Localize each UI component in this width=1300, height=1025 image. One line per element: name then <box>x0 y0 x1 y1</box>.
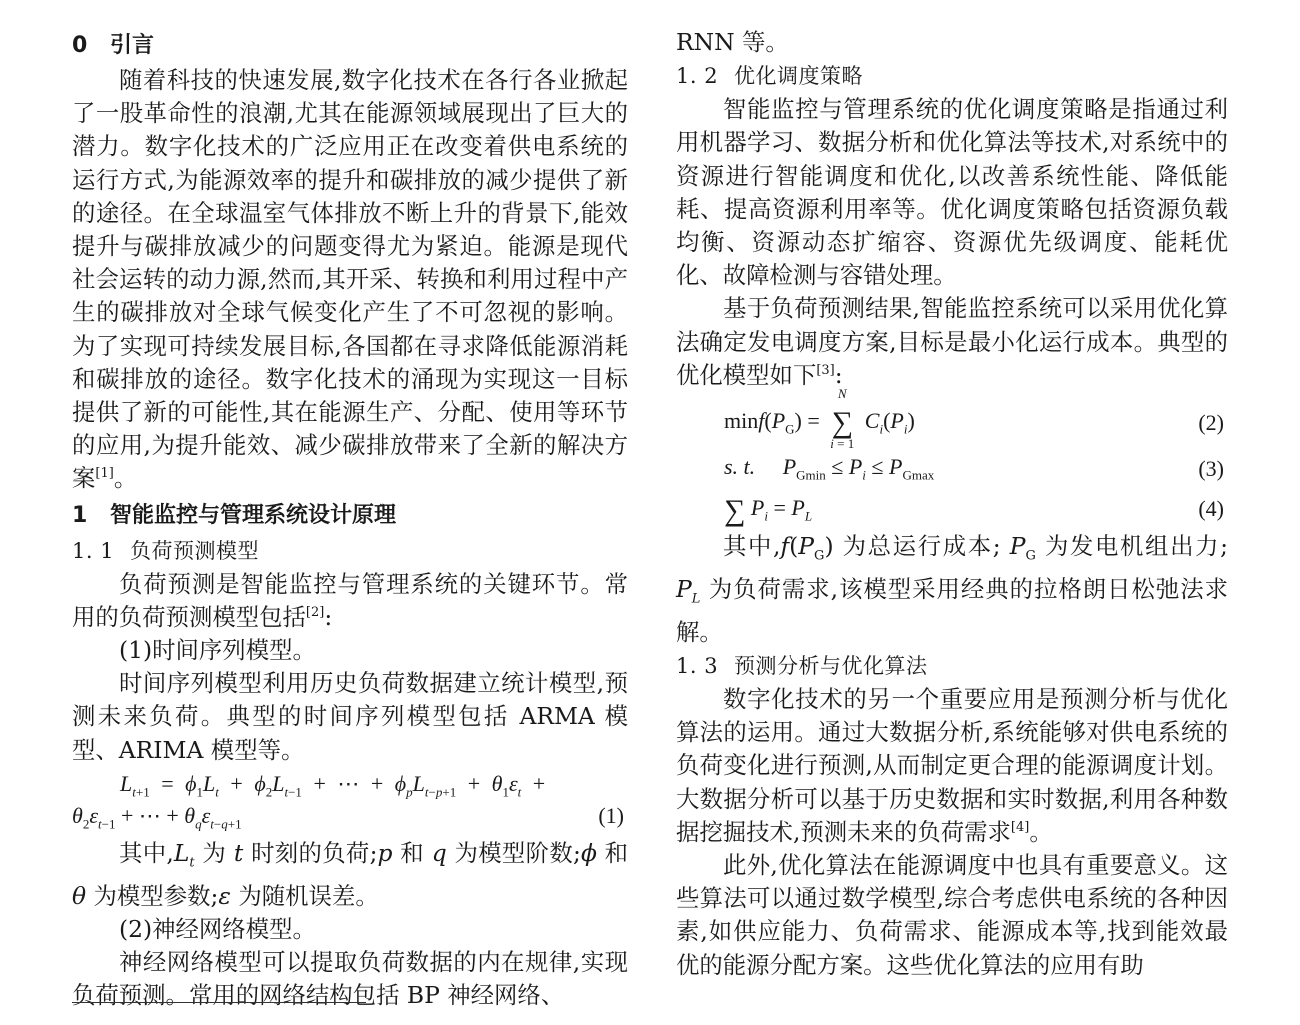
further-paragraph: 此外,优化算法在能源调度中也具有重要意义。这些算法可以通过数学模型,综合考虑供电系统的各种因素,如供应能力、负荷需求、能源成本等,找到能效最优的能源分配方案。这些优化算法的应用有助 <box>676 851 1228 979</box>
equation-1 <box>72 767 628 837</box>
neural-network-paragraph: 神经网络模型可以提取负荷数据的内在规律,实现负荷预测。常用的网络结构包括 BP 神经网络、 <box>72 948 628 1010</box>
left-column <box>72 26 628 1013</box>
subsection-number: 1. 1 <box>72 538 115 563</box>
paragraph-text: 数字化技术的另一个重要应用是预测分析与优化算法的运用。通过大数据分析,系统能够对供电系统的负荷变化进行预测,从而制定更合理的能源调度计划。大数据分析可以基于历史数据和实时数据,利用各种数据挖掘技术,预测未来的负荷需求 <box>676 684 1228 846</box>
section-heading-1 <box>72 498 628 534</box>
subsection-title: 优化调度策略 <box>734 64 863 89</box>
subsection-heading-1-1 <box>72 534 628 568</box>
section-number: 1 <box>72 502 88 528</box>
subsection-heading-1-3 <box>676 649 1228 683</box>
text: 为模型参数; <box>93 881 219 910</box>
prediction-paragraph <box>676 683 1228 849</box>
text: 时刻的负荷; <box>251 838 378 867</box>
section-heading-0 <box>72 28 628 64</box>
equation-4-formula: ∑ $P_i = P_L$ <box>724 494 813 528</box>
text: 为总运行成本; <box>842 532 1001 561</box>
text: 为 <box>202 838 227 867</box>
subsection-heading-1-2 <box>676 59 1228 93</box>
paragraph-text: 随着科技的快速发展,数字化技术在各行各业掀起了一股革命性的浪潮,尤其在能源领域展现出了巨大的潜力。数字化技术的广泛应用正在改变着供电系统的运行方式,为能源效率的提升和碳排放的减少提供了新的途径。在全球温室气体排放不断上升的背景下,能效提升与碳排放减少的问题变得尤为紧迫。能源是现代社会运转的动力源,然而,其开采、转换和利用过程中产生的碳排放对全球气候变化产生了不可忽视的影响。为了实现可持续发展目标,各国都在寻求降低能源消耗和碳排放的途径。数字化技术的涌现为实现这一目标提供了新的可能性,其在能源生产、分配、使用等环节的应用,为提升能效、减少碳排放带来了全新的解决方案 <box>72 66 628 493</box>
subsection-title: 负荷预测模型 <box>130 538 259 563</box>
equation-1-line-2: $\theta_2\varepsilon_{t-1}$ + ⋯ + $\theta_q\varepsilon_{t-q+1}$ <box>72 802 242 832</box>
equation-number: (3) <box>1198 456 1224 482</box>
citation: [4] <box>1010 819 1030 835</box>
subsection-number: 1. 2 <box>676 64 719 89</box>
equation-3-formula: s. t. $P_{Gmin} \le P_i \le P_{Gmax}$ <box>724 454 935 483</box>
punctuation: : <box>834 360 843 389</box>
time-series-paragraph: 时间序列模型利用历史负荷数据建立统计模型,预测未来负荷。典型的时间序列模型包括 ARMA 模型、ARIMA 模型等。 <box>72 669 628 764</box>
equation-number: (2) <box>1198 410 1224 436</box>
optimization-paragraph: 智能监控与管理系统的优化调度策略是指通过利用机器学习、数据分析和优化算法等技术,对系统中的资源进行智能调度和优化,以改善系统性能、降低能耗、提高资源利用率等。优化调度策略包括资源负载均衡、资源动态扩缩容、资源优先级调度、能耗优化、故障检测与容错处理。 <box>676 95 1228 290</box>
continued-text: RNN 等。 <box>676 28 789 56</box>
subsection-title: 预测分析与优化算法 <box>734 653 928 678</box>
text: 为发电机组出力; <box>1044 532 1229 561</box>
list-item-1: (1)时间序列模型。 <box>119 636 316 665</box>
text: 为随机误差。 <box>238 881 379 910</box>
section-number: 0 <box>72 33 88 58</box>
citation: [3] <box>816 362 835 378</box>
constraint-label: s. t. <box>724 454 756 480</box>
text: 其中, <box>119 838 174 867</box>
citation: [2] <box>305 604 325 620</box>
right-column <box>676 26 1228 982</box>
equation-3 <box>676 450 1228 490</box>
equation-2-explanation: 其中$,f(P_G)$ 为总运行成本; $P_G$ 为发电机组出力; $P_L$ 为负荷需求,该模型采用经典的拉格朗日松弛法求解。 <box>676 532 1229 646</box>
paragraph-text: 负荷预测是智能监控与管理系统的关键环节。常用的负荷预测模型包括 <box>72 569 628 631</box>
text: 和 <box>604 838 629 867</box>
equation-1-line-1: $L_{t+1} = \phi_1L_t + \phi_2L_{t-1}$ + ⋯ + $\phi_pL_{t-p+1} + \theta_1\varepsilon_t$ + <box>120 770 546 800</box>
equation-number: (1) <box>598 802 624 828</box>
equation-2-formula: $\min f(P_G)$ = N ∑ i = 1 $C_i(P_i)$ <box>724 386 915 452</box>
section-title: 智能监控与管理系统设计原理 <box>110 502 397 528</box>
text: 为模型阶数; <box>454 838 581 867</box>
paragraph-text: 基于负荷预测结果,智能监控系统可以采用优化算法确定发电调度方案,目标是最小化运行成本。典型的优化模型如下 <box>676 294 1228 389</box>
equation-number: (4) <box>1198 496 1224 522</box>
citation: [1] <box>95 466 114 482</box>
footnote-divider <box>72 1002 366 1003</box>
punctuation: : <box>324 602 333 631</box>
text: 其中, <box>723 532 781 561</box>
equation-4 <box>676 490 1228 530</box>
punctuation: 。 <box>113 464 138 493</box>
load-paragraph <box>72 568 628 634</box>
list-item-2: (2)神经网络模型。 <box>119 914 316 943</box>
sum-limits: N ∑ i = 1 <box>830 386 855 452</box>
punctuation: 。 <box>1029 817 1053 846</box>
section-title: 引言 <box>110 33 155 58</box>
equation-1-explanation: 其中$,L_t$ 为 t 时刻的负荷;p 和 q 为模型阶数;ϕ 和 θ 为模型参数;ε 为随机误差。 <box>72 838 629 910</box>
subsection-number: 1. 3 <box>676 653 719 678</box>
text: 和 <box>400 838 424 867</box>
base-paragraph <box>676 292 1228 392</box>
intro-paragraph <box>72 64 628 496</box>
equation-2 <box>676 386 1228 452</box>
text: 为负荷需求,该模型采用经典的拉格朗日松弛法求解。 <box>676 574 1229 646</box>
